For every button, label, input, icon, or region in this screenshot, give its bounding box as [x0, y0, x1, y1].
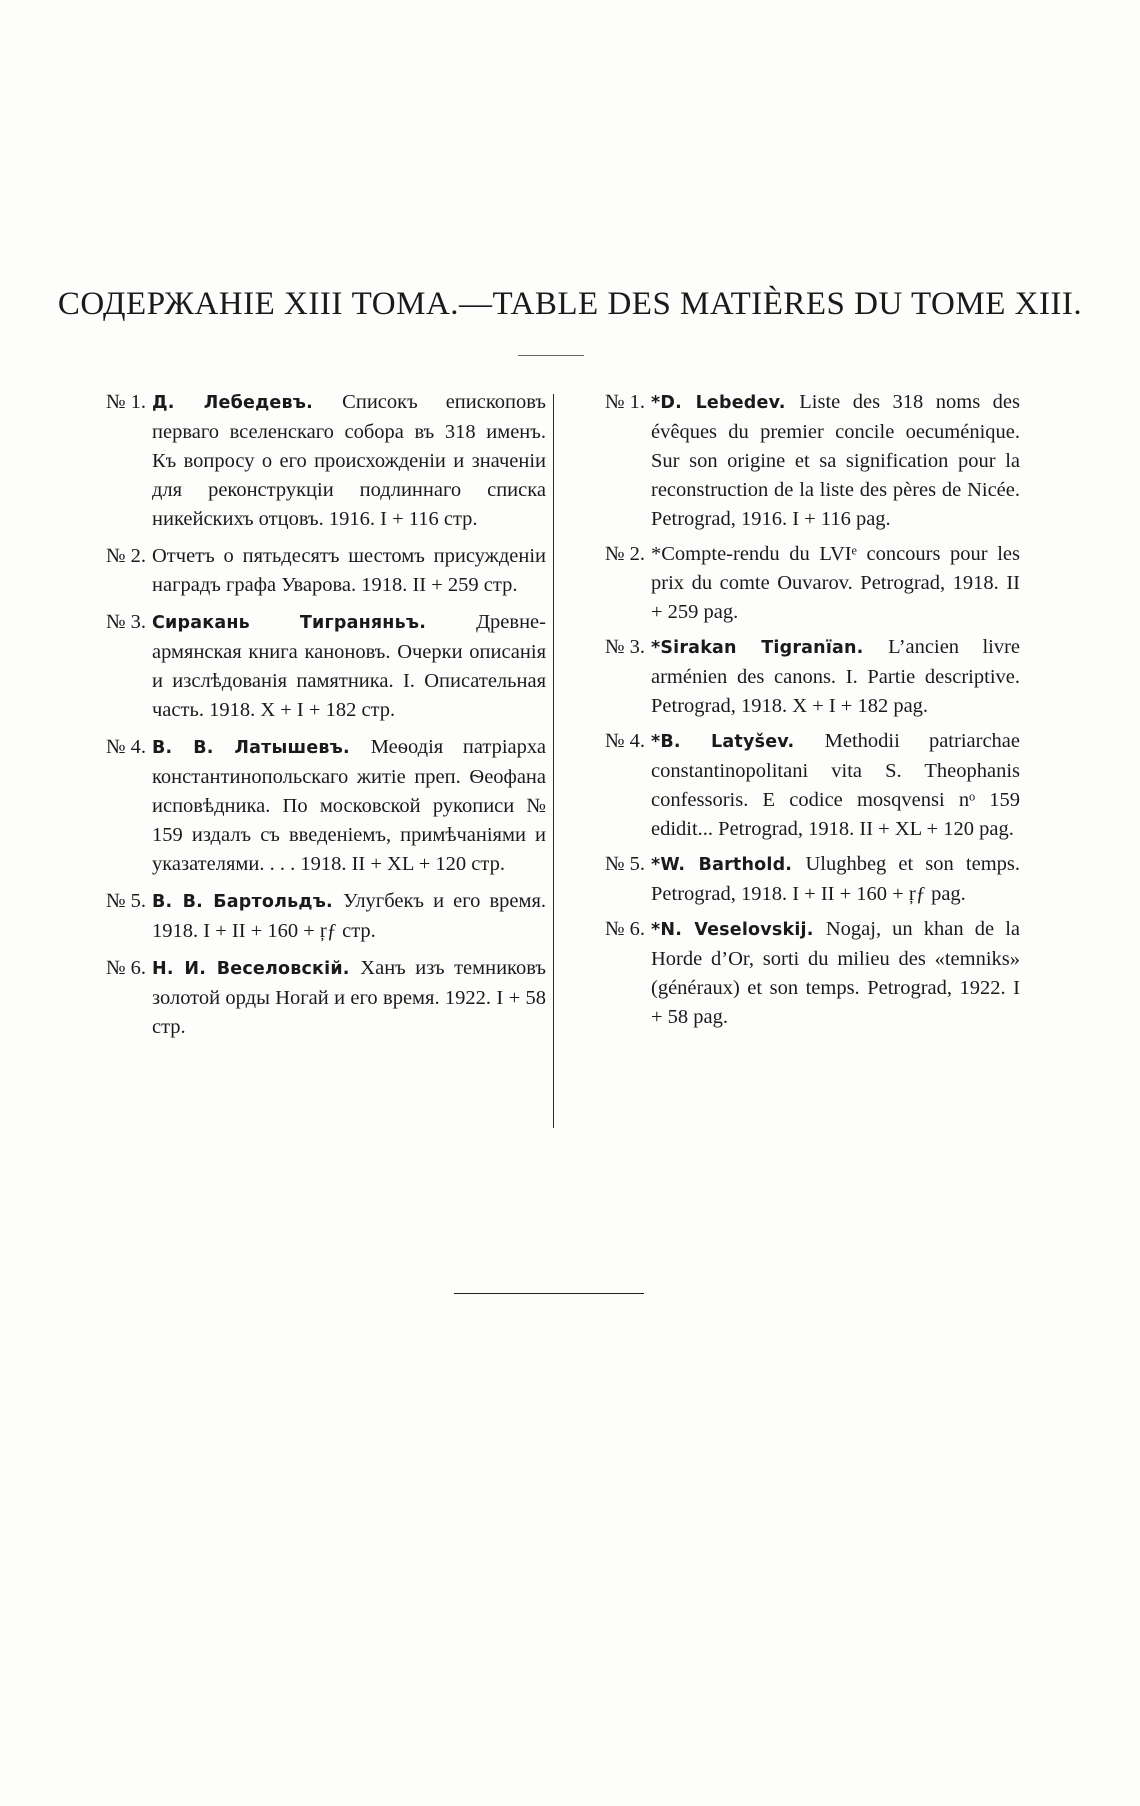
entry-number: № 3. [105, 611, 146, 633]
entry-number: № 3. [604, 636, 645, 658]
entry-text: Древне-армянская книга каноновъ. Очерки описанія и изслѣдованія памятника. I. Описательная часть. 1918. X + I + 182 стр. [152, 611, 546, 721]
entry-text: Nogaj, un khan de la Horde d’Or, sorti du milieu des «temniks» (généraux) et son temps. Petrograd, 1922. I + 58 pag. [651, 918, 1020, 1028]
contents-entry [565, 727, 1020, 844]
entry-text: Methodii patriarchae constantinopolitani vita S. Theophanis confessoris. E codice mosqvensi nᵒ 159 edidit... Petrograd, 1918. II + XL + 120 pag. [651, 730, 1020, 840]
contents-entry [565, 633, 1020, 721]
entry-number: № 4. [105, 736, 146, 758]
entry-text: L’ancien livre arménien des canons. I. Partie descriptive. Petrograd, 1918. X + I + 182 pag. [651, 636, 1021, 717]
entry-number: № 1. [105, 391, 146, 413]
contents-entry [565, 850, 1020, 909]
entry-author: В. В. Латышевъ. [152, 738, 371, 758]
column-divider [553, 394, 554, 1128]
entry-number: № 5. [105, 890, 146, 912]
contents-entry [66, 954, 546, 1042]
entry-text: Списокъ епископовъ перваго вселенскаго собора въ 318 именъ. Къ вопросу о его происхожденіи и значеніи для реконструкціи подлиннаго списка никейскихъ отцовъ. 1916. I + 116 стр. [152, 391, 547, 530]
entry-text: Ханъ изъ темниковъ золотой орды Ногай и его время. 1922. I + 58 стр. [152, 957, 546, 1038]
contents-entry [66, 887, 546, 946]
entry-author: Н. И. Веселовскій. [152, 959, 361, 979]
entry-text: Отчетъ о пятьдесятъ шестомъ присужденіи наградъ графа Уварова. 1918. II + 259 стр. [152, 545, 546, 596]
entry-author: В. В. Бартольдъ. [152, 892, 344, 912]
contents-entry [66, 542, 546, 600]
entry-author: *W. Barthold. [651, 855, 806, 875]
entry-number: № 6. [604, 918, 645, 940]
entry-author: *Sirakan Tigranïan. [651, 638, 889, 658]
contents-entry [565, 540, 1020, 627]
entry-text: *Compte-rendu du LVIᵉ concours pour les prix du comte Ouvarov. Petrograd, 1918. II + 259 pag. [651, 543, 1020, 623]
bottom-rule [454, 1293, 644, 1294]
entry-text: Liste des 318 noms des évêques du premier concile oecuménique. Sur son origine et sa signification pour la reconstruction de la liste des pères de Nicée. Petrograd, 1916. I + 116 pag. [651, 391, 1020, 530]
entry-number: № 6. [105, 957, 146, 979]
contents-entry [66, 733, 546, 879]
contents-entry [565, 388, 1020, 534]
contents-entry [66, 608, 546, 725]
entry-author: *B. Latyšev. [651, 732, 825, 752]
contents-entry [66, 388, 546, 534]
entry-text: Ulughbeg et son temps. Petrograd, 1918. I + II + 160 + ŗƒ pag. [651, 853, 1020, 905]
entry-number: № 2. [105, 545, 146, 567]
entry-number: № 4. [604, 730, 645, 752]
contents-french [565, 388, 1020, 1038]
entry-number: № 5. [604, 853, 645, 875]
entry-text: Улугбекъ и его время. 1918. I + II + 160 + ŗƒ стр. [152, 890, 546, 942]
contents-russian [66, 388, 546, 1050]
contents-entry [565, 915, 1020, 1032]
entry-number: № 2. [604, 543, 645, 565]
page-title: СОДЕРЖАНІЕ XIII ТОМА.—TABLE DES MATIÈRES DU TOME XIII. [57, 286, 1083, 322]
entry-author: Сиракань Тиграняньъ. [152, 613, 477, 633]
entry-number: № 1. [604, 391, 645, 413]
entry-text: Меѳодія патріарха константинопольскаго житіе преп. Ѳеофана исповѣдника. По московской рукописи № 159 издалъ съ введеніемъ, примѣчаніями и указателями. . . . 1918. II + XL + 120 стр. [152, 736, 546, 875]
entry-author: Д. Лебедевъ. [152, 393, 343, 413]
entry-author: *N. Veselovskij. [651, 920, 826, 940]
title-rule [518, 355, 584, 356]
entry-author: *D. Lebedev. [651, 393, 800, 413]
